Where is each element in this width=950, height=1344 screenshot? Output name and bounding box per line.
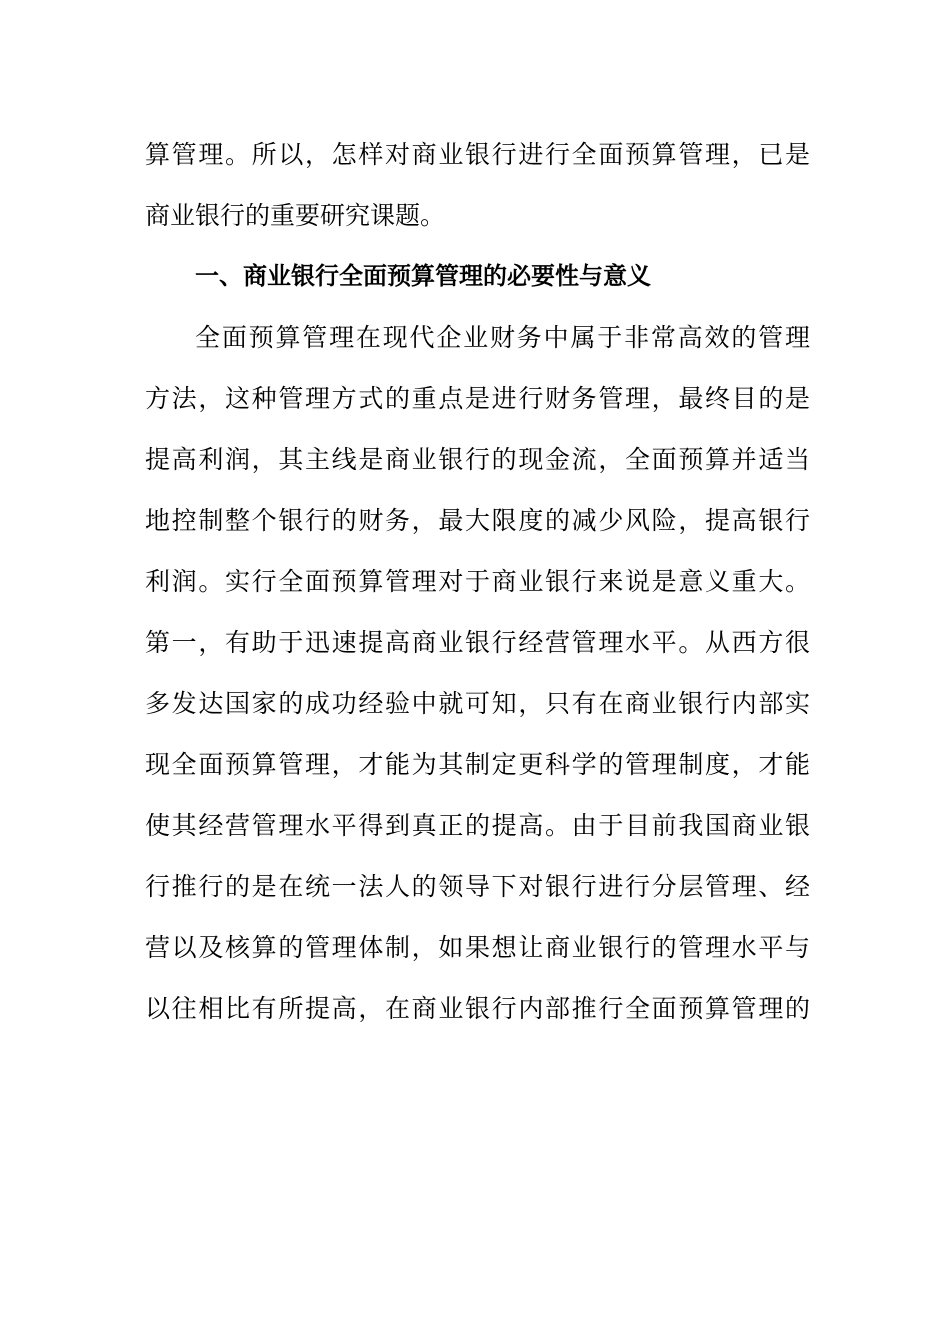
text-line: 利润。实行全面预算管理对于商业银行来说是意义重大。 (145, 567, 810, 596)
text-line: 以往相比有所提高，在商业银行内部推行全面预算管理的 (145, 994, 810, 1023)
text-line: 多发达国家的成功经验中就可知，只有在商业银行内部实 (145, 689, 810, 718)
text-line: 行推行的是在统一法人的领导下对银行进行分层管理、经 (145, 872, 810, 901)
document-body (145, 124, 810, 1039)
text-line: 算管理。所以，怎样对商业银行进行全面预算管理，已是 (145, 140, 810, 169)
text-line: 现全面预算管理，才能为其制定更科学的管理制度，才能 (145, 750, 810, 779)
section-heading: 一、商业银行全面预算管理的必要性与意义 (195, 262, 651, 290)
text-line: 商业银行的重要研究课题。 (145, 201, 446, 230)
text-line: 地控制整个银行的财务，最大限度的减少风险，提高银行 (145, 506, 810, 535)
text-line: 营以及核算的管理体制，如果想让商业银行的管理水平与 (145, 933, 810, 962)
text-line: 方法，这种管理方式的重点是进行财务管理，最终目的是 (145, 384, 810, 413)
text-line: 提高利润，其主线是商业银行的现金流，全面预算并适当 (145, 445, 810, 474)
text-line: 第一，有助于迅速提高商业银行经营管理水平。从西方很 (145, 628, 810, 657)
paragraph-first-line: 全面预算管理在现代企业财务中属于非常高效的管理 (195, 323, 810, 352)
text-line: 使其经营管理水平得到真正的提高。由于目前我国商业银 (145, 811, 810, 840)
